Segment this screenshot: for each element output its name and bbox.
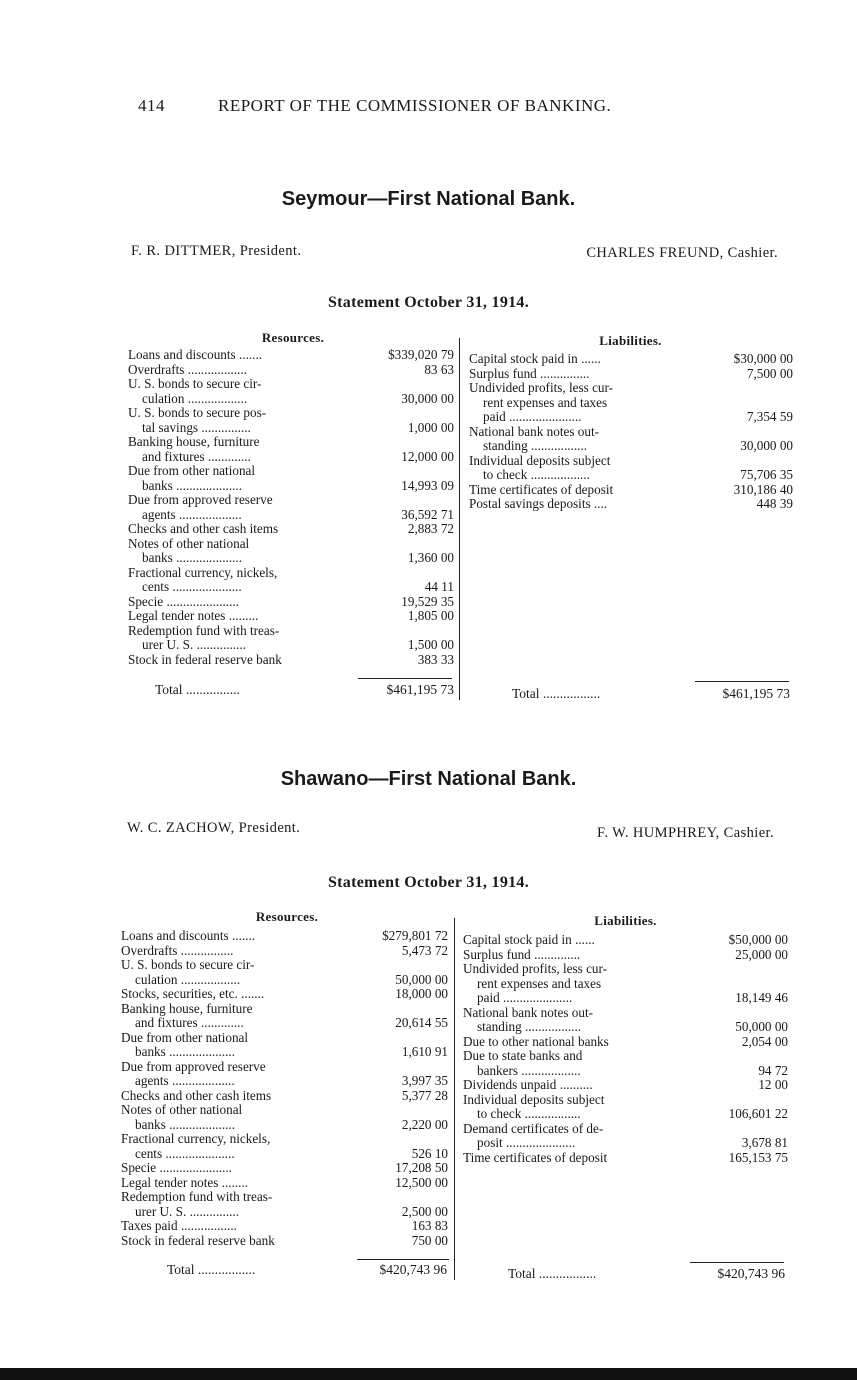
ledger-item-label: and fixtures ............. bbox=[142, 449, 251, 464]
ledger-row bbox=[121, 1060, 448, 1075]
ledger-item-amount: 14,993 09 bbox=[401, 477, 454, 493]
ledger-item-label: Time certificates of deposit bbox=[463, 1150, 608, 1165]
ledger-item-label: Surplus fund .............. bbox=[463, 947, 581, 962]
ledger-item-amount: 1,610 91 bbox=[401, 1044, 448, 1059]
ledger-item-label: rent expenses and taxes bbox=[483, 395, 608, 410]
ledger-item-label: cents ..................... bbox=[142, 580, 242, 594]
ledger-item-amount: 310,186 40 bbox=[733, 481, 793, 497]
ledger-item-label: Undivided profits, less cur- bbox=[463, 962, 608, 976]
ledger-item-label: Due from approved reserve bbox=[128, 493, 273, 507]
total-rule bbox=[358, 678, 452, 679]
ledger-item-label: culation .................. bbox=[142, 391, 248, 406]
ledger-item-label: Checks and other cash items bbox=[128, 522, 279, 536]
liabilities-list bbox=[469, 352, 793, 512]
ledger-item-amount: 30,000 00 bbox=[740, 438, 793, 453]
ledger-item-label: banks .................... bbox=[135, 1117, 236, 1132]
ledger-row bbox=[121, 1002, 448, 1017]
total-rule bbox=[695, 681, 789, 682]
ledger-item-label: National bank notes out- bbox=[463, 1005, 594, 1020]
ledger-row bbox=[463, 977, 788, 992]
ledger-item-amount: 5,377 28 bbox=[401, 1087, 448, 1103]
ledger-row bbox=[469, 352, 793, 367]
ledger-item-amount: 163 83 bbox=[411, 1218, 448, 1233]
ledger-item-amount: 2,500 00 bbox=[401, 1203, 448, 1219]
running-title: REPORT OF THE COMMISSIONER OF BANKING. bbox=[218, 96, 612, 115]
resources-total-row bbox=[155, 682, 454, 698]
ledger-item-label: Dividends unpaid .......... bbox=[463, 1078, 593, 1092]
liabilities-heading: Liabilities. bbox=[594, 913, 657, 928]
ledger-row bbox=[469, 381, 793, 396]
ledger-row bbox=[128, 537, 454, 552]
ledger-item-label: and fixtures ............. bbox=[135, 1016, 244, 1030]
ledger-row bbox=[121, 1219, 448, 1234]
ledger-row bbox=[128, 421, 454, 436]
ledger-row bbox=[121, 1161, 448, 1176]
ledger-item-label: Notes of other national bbox=[121, 1103, 243, 1117]
ledger-item-amount: 25,000 00 bbox=[735, 946, 788, 962]
liabilities-total-row bbox=[508, 1266, 785, 1282]
ledger-item-amount: 2,883 72 bbox=[407, 521, 454, 536]
ledger-row bbox=[469, 367, 793, 382]
liabilities-total-row bbox=[512, 686, 790, 702]
ledger-row bbox=[128, 479, 454, 494]
ledger-item-label: Specie ...................... bbox=[121, 1161, 232, 1175]
liabilities-list bbox=[463, 933, 788, 1165]
ledger-row bbox=[128, 348, 454, 363]
ledger-item-label: to check .................. bbox=[483, 468, 590, 482]
ledger-item-label: Overdrafts .................. bbox=[128, 362, 248, 377]
ledger-item-amount: 750 00 bbox=[411, 1232, 448, 1248]
ledger-item-amount: 12 00 bbox=[758, 1077, 788, 1092]
ledger-item-amount: 383 33 bbox=[417, 651, 454, 667]
ledger-row bbox=[128, 522, 454, 537]
ledger-item-amount: 526 10 bbox=[411, 1145, 448, 1161]
ledger-item-label: Due to state banks and bbox=[463, 1049, 583, 1063]
cashier-name: CHARLES FREUND, Cashier. bbox=[586, 245, 778, 261]
ledger-row bbox=[128, 464, 454, 479]
bank-title: Seymour—First National Bank. bbox=[281, 188, 576, 210]
ledger-row bbox=[128, 493, 454, 508]
ledger-item-label: Postal savings deposits .... bbox=[469, 497, 608, 511]
ledger-item-label: Notes of other national bbox=[128, 536, 250, 551]
ledger-row bbox=[121, 944, 448, 959]
ledger-item-amount: 1,000 00 bbox=[407, 419, 454, 435]
ledger-row bbox=[128, 566, 454, 581]
ledger-row bbox=[121, 1118, 448, 1133]
ledger-item-label: Capital stock paid in ...... bbox=[463, 933, 595, 947]
ledger-row bbox=[128, 653, 454, 668]
ledger-row bbox=[463, 991, 788, 1006]
ledger-item-amount: $339,020 79 bbox=[388, 347, 454, 362]
resources-total-row bbox=[167, 1262, 447, 1278]
ledger-item-label: U. S. bonds to secure cir- bbox=[121, 958, 255, 972]
scan-edge-bar bbox=[0, 1368, 857, 1380]
liabilities-total: $461,195 73 bbox=[722, 686, 790, 701]
ledger-item-amount: 18,149 46 bbox=[735, 990, 788, 1005]
ledger-row bbox=[121, 987, 448, 1002]
running-header bbox=[138, 96, 611, 116]
ledger-item-label: agents ................... bbox=[142, 507, 242, 522]
ledger-item-label: to check ................. bbox=[477, 1107, 581, 1121]
ledger-item-amount: 2,220 00 bbox=[401, 1116, 448, 1132]
total-rule bbox=[357, 1259, 449, 1260]
ledger-row bbox=[463, 933, 788, 948]
liabilities-heading: Liabilities. bbox=[599, 333, 662, 348]
ledger-row bbox=[463, 1020, 788, 1035]
ledger-row bbox=[121, 1132, 448, 1147]
ledger-item-amount: 12,500 00 bbox=[395, 1174, 448, 1190]
ledger-item-amount: 12,000 00 bbox=[401, 448, 454, 464]
ledger-row bbox=[469, 468, 793, 483]
ledger-item-amount: 3,997 35 bbox=[401, 1073, 448, 1088]
ledger-item-amount: 448 39 bbox=[756, 496, 793, 511]
ledger-row bbox=[121, 973, 448, 988]
ledger-row bbox=[463, 1078, 788, 1093]
ledger-item-label: Legal tender notes ........ bbox=[121, 1175, 249, 1190]
ledger-item-label: Due from other national bbox=[128, 464, 256, 478]
ledger-row bbox=[463, 1136, 788, 1151]
ledger-row bbox=[128, 580, 454, 595]
ledger-row bbox=[128, 406, 454, 421]
ledger-row bbox=[463, 948, 788, 963]
ledger-row bbox=[128, 435, 454, 450]
ledger-item-label: Fractional currency, nickels, bbox=[121, 1132, 271, 1146]
ledger-row bbox=[469, 454, 793, 469]
ledger-row bbox=[128, 638, 454, 653]
ledger-item-label: paid ..................... bbox=[477, 991, 573, 1005]
ledger-row bbox=[128, 450, 454, 465]
resources-total: $461,195 73 bbox=[386, 682, 454, 697]
ledger-item-amount: 3,678 81 bbox=[741, 1135, 788, 1150]
ledger-row bbox=[121, 1190, 448, 1205]
ledger-item-label: Loans and discounts ....... bbox=[128, 348, 263, 362]
ledger-item-amount: $30,000 00 bbox=[733, 351, 793, 366]
statement-date: Statement October 31, 1914. bbox=[327, 874, 530, 891]
page-number: 414 bbox=[138, 96, 165, 115]
resources-heading: Resources. bbox=[261, 330, 325, 345]
ledger-item-amount: $50,000 00 bbox=[728, 932, 788, 947]
ledger-item-label: urer U. S. ............... bbox=[135, 1204, 240, 1219]
resources-list bbox=[128, 348, 454, 667]
ledger-item-amount: 18,000 00 bbox=[395, 986, 448, 1001]
ledger-item-label: Due from other national bbox=[121, 1030, 249, 1045]
ledger-item-label: urer U. S. ............... bbox=[142, 638, 247, 652]
ledger-item-label: Loans and discounts ....... bbox=[121, 929, 256, 943]
ledger-item-amount: 165,153 75 bbox=[728, 1149, 788, 1165]
ledger-item-amount: 75,706 35 bbox=[740, 467, 793, 482]
ledger-item-label: tal savings ............... bbox=[142, 420, 251, 435]
ledger-item-amount: 44 11 bbox=[424, 579, 454, 594]
ledger-item-label: National bank notes out- bbox=[469, 424, 600, 439]
ledger-row bbox=[128, 551, 454, 566]
ledger-row bbox=[128, 363, 454, 378]
total-label: Total ................ bbox=[155, 682, 240, 697]
ledger-item-label: U. S. bonds to secure cir- bbox=[128, 377, 262, 391]
ledger-row bbox=[463, 1107, 788, 1122]
ledger-item-amount: 7,500 00 bbox=[746, 365, 793, 381]
ledger-item-label: Stock in federal reserve bank bbox=[121, 1233, 275, 1248]
ledger-item-label: Due to other national banks bbox=[463, 1034, 609, 1049]
ledger-item-label: Surplus fund ............... bbox=[469, 366, 590, 381]
ledger-row bbox=[121, 1074, 448, 1089]
bank-title: Shawano—First National Bank. bbox=[280, 768, 577, 790]
ledger-row bbox=[121, 1205, 448, 1220]
ledger-item-label: standing ................. bbox=[477, 1020, 582, 1034]
ledger-row bbox=[121, 1089, 448, 1104]
ledger-item-label: Capital stock paid in ...... bbox=[469, 352, 601, 366]
resources-total: $420,743 96 bbox=[379, 1262, 447, 1277]
ledger-item-amount: 50,000 00 bbox=[735, 1019, 788, 1034]
ledger-row bbox=[463, 1151, 788, 1166]
ledger-row bbox=[121, 1147, 448, 1162]
ledger-row bbox=[128, 392, 454, 407]
ledger-item-amount: 36,592 71 bbox=[401, 506, 454, 522]
ledger-row bbox=[121, 1031, 448, 1046]
ledger-item-amount: 94 72 bbox=[758, 1062, 788, 1078]
ledger-item-label: banks .................... bbox=[142, 478, 243, 493]
ledger-item-label: Checks and other cash items bbox=[121, 1088, 272, 1103]
ledger-row bbox=[469, 497, 793, 512]
ledger-item-label: Banking house, furniture bbox=[128, 435, 260, 449]
ledger-row bbox=[469, 425, 793, 440]
ledger-item-label: Legal tender notes ......... bbox=[128, 609, 259, 623]
ledger-item-label: U. S. bonds to secure pos- bbox=[128, 406, 267, 420]
ledger-item-label: banks .................... bbox=[142, 551, 243, 565]
ledger-item-label: culation .................. bbox=[135, 972, 241, 987]
ledger-row bbox=[463, 1093, 788, 1108]
ledger-row bbox=[128, 609, 454, 624]
ledger-item-amount: 7,354 59 bbox=[746, 409, 793, 424]
ledger-item-label: Overdrafts ................ bbox=[121, 943, 234, 958]
ledger-row bbox=[128, 508, 454, 523]
ledger-item-label: Undivided profits, less cur- bbox=[469, 381, 614, 395]
resources-heading: Resources. bbox=[255, 909, 319, 924]
ledger-item-label: Individual deposits subject bbox=[469, 453, 611, 468]
ledger-row bbox=[121, 1176, 448, 1191]
ledger-item-amount: 1,805 00 bbox=[407, 608, 454, 623]
ledger-item-label: agents ................... bbox=[135, 1074, 235, 1088]
ledger-item-label: Individual deposits subject bbox=[463, 1092, 605, 1107]
ledger-item-label: posit ..................... bbox=[477, 1136, 576, 1150]
ledger-item-label: bankers .................. bbox=[477, 1063, 581, 1078]
ledger-item-amount: 1,500 00 bbox=[407, 637, 454, 652]
ledger-item-label: banks .................... bbox=[135, 1045, 236, 1059]
ledger-item-label: Due from approved reserve bbox=[121, 1059, 266, 1074]
ledger-item-amount: 5,473 72 bbox=[401, 942, 448, 958]
ledger-row bbox=[463, 1122, 788, 1137]
ledger-item-label: Banking house, furniture bbox=[121, 1001, 253, 1016]
total-label: Total ................. bbox=[508, 1266, 597, 1281]
ledger-item-amount: 20,614 55 bbox=[395, 1015, 448, 1030]
ledger-row bbox=[469, 483, 793, 498]
ledger-row bbox=[463, 1006, 788, 1021]
liabilities-total: $420,743 96 bbox=[717, 1266, 785, 1281]
ledger-row bbox=[463, 962, 788, 977]
ledger-item-label: Time certificates of deposit bbox=[469, 482, 614, 497]
statement-date: Statement October 31, 1914. bbox=[327, 294, 530, 311]
ledger-item-label: cents ..................... bbox=[135, 1146, 235, 1161]
column-divider bbox=[459, 338, 460, 700]
ledger-row bbox=[121, 1103, 448, 1118]
ledger-row bbox=[121, 1045, 448, 1060]
ledger-item-label: Fractional currency, nickels, bbox=[128, 565, 278, 580]
ledger-row bbox=[128, 595, 454, 610]
resources-list bbox=[121, 929, 448, 1248]
ledger-row bbox=[469, 410, 793, 425]
ledger-row bbox=[128, 624, 454, 639]
ledger-item-label: Taxes paid ................. bbox=[121, 1219, 237, 1233]
ledger-row bbox=[463, 1035, 788, 1050]
ledger-item-amount: 83 63 bbox=[424, 361, 454, 377]
cashier-name: F. W. HUMPHREY, Cashier. bbox=[597, 825, 774, 841]
ledger-row bbox=[121, 1234, 448, 1249]
ledger-row bbox=[121, 958, 448, 973]
ledger-item-label: Redemption fund with treas- bbox=[128, 623, 280, 638]
ledger-item-label: Stocks, securities, etc. ....... bbox=[121, 987, 265, 1001]
column-divider bbox=[454, 918, 455, 1280]
ledger-row bbox=[469, 396, 793, 411]
total-label: Total ................. bbox=[512, 686, 601, 701]
ledger-item-label: rent expenses and taxes bbox=[477, 976, 602, 991]
ledger-row bbox=[469, 439, 793, 454]
president-name: F. R. DITTMER, President. bbox=[131, 243, 302, 259]
total-label: Total ................. bbox=[167, 1262, 256, 1277]
ledger-item-label: Redemption fund with treas- bbox=[121, 1190, 273, 1204]
ledger-row bbox=[121, 1016, 448, 1031]
ledger-item-label: Stock in federal reserve bank bbox=[128, 652, 282, 667]
ledger-item-amount: 106,601 22 bbox=[728, 1106, 788, 1121]
ledger-row bbox=[463, 1049, 788, 1064]
ledger-item-amount: 1,360 00 bbox=[407, 550, 454, 565]
ledger-item-amount: 2,054 00 bbox=[741, 1033, 788, 1049]
ledger-item-amount: 17,208 50 bbox=[395, 1160, 448, 1175]
ledger-row bbox=[121, 929, 448, 944]
ledger-item-amount: 50,000 00 bbox=[395, 971, 448, 987]
ledger-item-amount: 19,529 35 bbox=[401, 593, 454, 609]
ledger-item-label: standing ................. bbox=[483, 439, 588, 453]
ledger-item-amount: $279,801 72 bbox=[382, 928, 448, 943]
ledger-row bbox=[463, 1064, 788, 1079]
president-name: W. C. ZACHOW, President. bbox=[127, 820, 301, 836]
ledger-row bbox=[128, 377, 454, 392]
ledger-item-label: paid ...................... bbox=[483, 410, 582, 424]
ledger-item-amount: 30,000 00 bbox=[401, 390, 454, 406]
total-rule bbox=[690, 1262, 784, 1263]
ledger-item-label: Specie ...................... bbox=[128, 594, 239, 609]
ledger-item-label: Demand certificates of de- bbox=[463, 1121, 604, 1136]
